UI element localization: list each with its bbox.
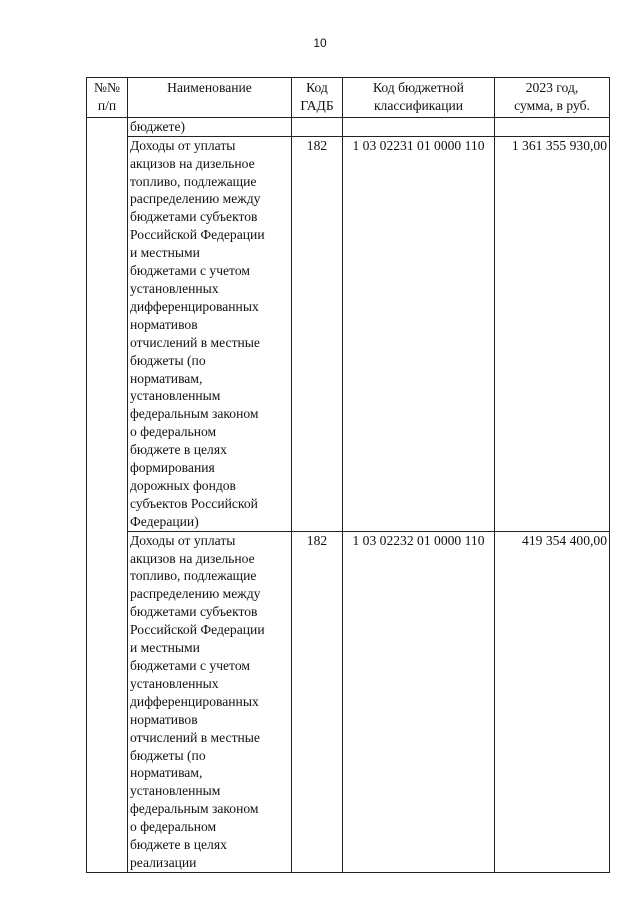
name-line: топливо, подлежащие <box>130 568 257 584</box>
header-amount-line: сумма, в руб. <box>514 97 590 113</box>
name-line: отчислений в местные <box>130 334 260 350</box>
name-line: бюджеты (по <box>130 352 206 368</box>
name-line: о федеральном <box>130 424 217 440</box>
name-line: нормативов <box>130 316 198 332</box>
header-gadb-line: ГАДБ <box>300 97 334 113</box>
name-line: бюджеты (по <box>130 747 206 763</box>
name-line: распределению между <box>130 586 261 602</box>
header-kbk-line: Код бюджетной <box>373 80 464 95</box>
table-row-continuation <box>87 117 610 136</box>
name-line: бюджетами субъектов <box>130 209 258 225</box>
name-line: установленных <box>130 675 219 691</box>
table-row <box>87 136 610 531</box>
header-name-line: Наименование <box>167 80 252 95</box>
header-number <box>87 78 128 118</box>
name-line: и местными <box>130 245 200 261</box>
header-kbk <box>343 78 495 118</box>
name-line: формирования <box>130 460 215 476</box>
name-line: дифференцированных <box>130 298 259 314</box>
name-line: бюджетами с учетом <box>130 263 250 279</box>
header-number-line: №№ <box>94 80 120 95</box>
row-gadb: 182 <box>292 136 343 531</box>
row-amount: 419 354 400,00 <box>495 531 610 872</box>
budget-revenue-table <box>86 77 610 873</box>
row-kbk: 1 03 02231 01 0000 110 <box>343 136 495 531</box>
name-line: бюджете в целях <box>130 837 227 853</box>
name-line: и местными <box>130 640 200 656</box>
row-gadb: 182 <box>292 531 343 872</box>
name-line: акцизов на дизельное <box>130 155 255 171</box>
row-kbk: 1 03 02232 01 0000 110 <box>343 531 495 872</box>
header-amount <box>495 78 610 118</box>
name-line: субъектов Российской <box>130 495 258 511</box>
name-line: федеральным законом <box>130 406 259 422</box>
header-kbk-line: классификации <box>373 97 464 113</box>
name-line: дифференцированных <box>130 693 259 709</box>
row-number-cell <box>87 117 128 872</box>
name-line: топливо, подлежащие <box>130 173 257 189</box>
name-line: дорожных фондов <box>130 477 236 493</box>
header-amount-line: 2023 год, <box>525 80 579 95</box>
name-line: установленных <box>130 280 219 296</box>
header-number-line: п/п <box>97 97 117 113</box>
name-line: федеральным законом <box>130 801 259 817</box>
name-line: нормативам, <box>130 765 203 781</box>
name-line: Российской Федерации <box>130 622 265 638</box>
header-gadb <box>292 78 343 118</box>
name-line: Доходы от уплаты <box>130 532 236 548</box>
name-line: нормативов <box>130 711 198 727</box>
header-name <box>128 78 292 118</box>
name-line: Доходы от уплаты <box>130 137 236 153</box>
header-gadb-line: Код <box>306 80 328 95</box>
name-line: нормативам, <box>130 370 203 386</box>
name-line: бюджете в целях <box>130 442 227 458</box>
table-row <box>87 531 610 872</box>
name-line: установленным <box>130 783 221 799</box>
name-line: бюджетами с учетом <box>130 658 250 673</box>
row-amount-cell <box>495 117 610 136</box>
name-line: отчислений в местные <box>130 729 260 745</box>
row-name <box>128 136 292 531</box>
name-line: Федерации) <box>130 513 199 529</box>
row-name <box>128 531 292 872</box>
name-line: распределению между <box>130 191 261 207</box>
name-line: Российской Федерации <box>130 227 265 243</box>
page-number: 10 <box>313 36 327 50</box>
name-line: акцизов на дизельное <box>130 550 255 566</box>
row-name-continuation: бюджете) <box>128 117 292 136</box>
name-line: установленным <box>130 388 221 404</box>
table-header-row <box>87 78 610 118</box>
name-line: о федеральном <box>130 819 217 835</box>
row-amount: 1 361 355 930,00 <box>495 136 610 531</box>
row-kbk-cell <box>343 117 495 136</box>
name-line: реализации <box>130 854 197 870</box>
row-gadb-cell <box>292 117 343 136</box>
name-line: бюджетами субъектов <box>130 604 258 620</box>
